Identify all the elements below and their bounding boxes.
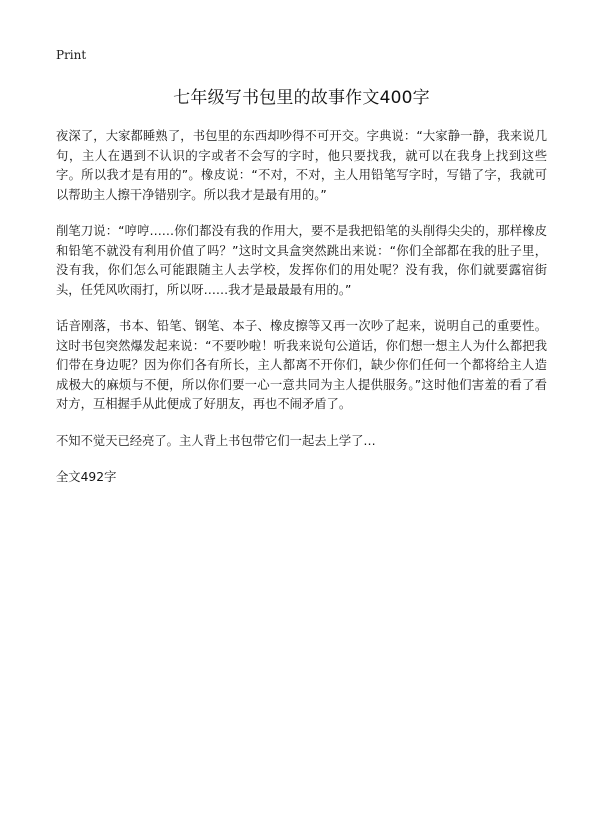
article-paragraph: 夜深了，大家都睡熟了，书包里的东西却吵得不可开交。字典说：“大家静一静，我来说几句，主人在遇到不认识的字或者不会写的字时，他只要找我，就可以在我身上找到这些字。所以我才是有用的”。橡皮说：“不对，不对，主人用铅笔写字时，写错了字，我就可以帮助主人擦干净错别字。所以我才是最有用的。” bbox=[56, 129, 547, 202]
article-paragraph: 不知不觉天已经亮了。主人背上书包带它们一起去上学了… bbox=[56, 433, 376, 448]
word-count: 全文492字 bbox=[56, 470, 117, 484]
print-link[interactable]: Print bbox=[56, 48, 87, 62]
article-title: 七年级写书包里的故事作文400字 bbox=[173, 88, 430, 108]
article-body bbox=[56, 127, 547, 487]
article-paragraph: 话音刚落，书本、铅笔、钢笔、本子、橡皮擦等又再一次吵了起来，说明自己的重要性。这时书包突然爆发起来说：“不要吵啦！听我来说句公道话，你们想一想主人为什么都把我们带在身边呢？因为你们各有所长，主人都离不开你们，缺少你们任何一个都将给主人造成极大的麻烦与不便，所以你们要一心一意共同为主人提供服务。”这时他们害羞的看了看对方，互相握手从此便成了好朋友，再也不闹矛盾了。 bbox=[56, 319, 547, 411]
article-paragraph: 削笔刀说：“哼哼……你们都没有我的作用大，要不是我把铅笔的头削得尖尖的，那样橡皮和铅笔不就没有利用价值了吗？”这时文具盒突然跳出来说：“你们全部都在我的肚子里，没有我，你们怎么可能跟随主人去学校，发挥你们的用处呢？没有我，你们就要露宿街头，任凭风吹雨打，所以呀……我才是最最最有用的。” bbox=[56, 224, 547, 297]
